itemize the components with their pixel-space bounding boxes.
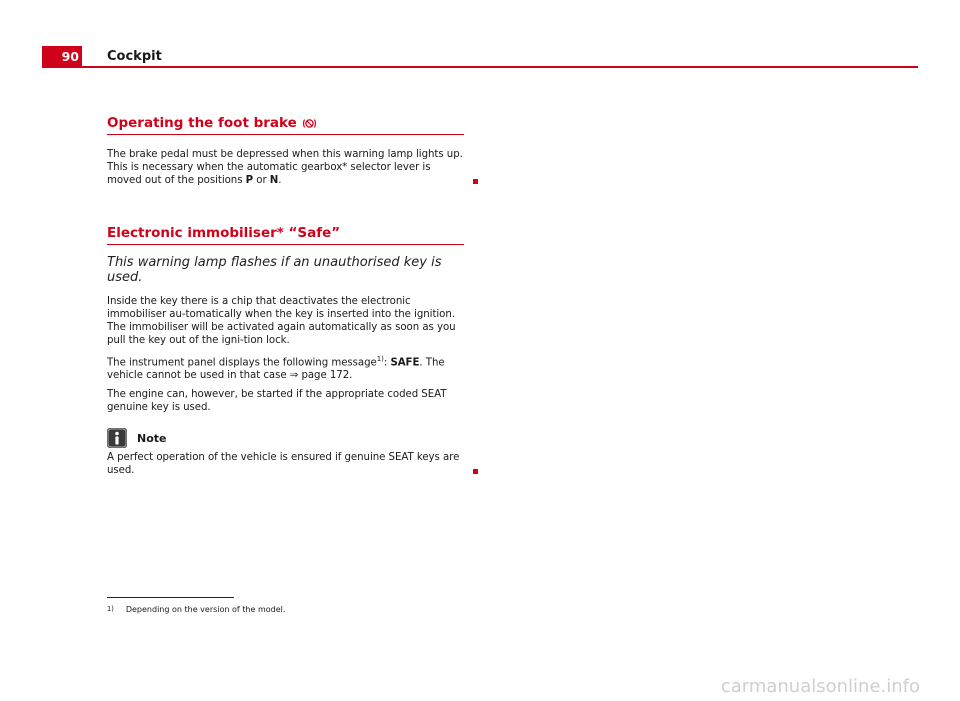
footnote [107,605,285,614]
footnote-marker: 1) [107,605,114,613]
footnote-rule [107,597,234,598]
watermark: carmanualsonline.info [720,676,920,697]
header-rule [42,66,918,68]
foot-brake-body: The brake pedal must be depressed when this warning lamp lights up. This is necessary when the automatic gearbox* selector lever is moved out of the positions P or N. [107,148,464,187]
section-title-foot-brake [107,115,464,135]
section-title-text: Electronic immobiliser* “Safe” [107,225,341,241]
immobiliser-para3: The engine can, however, be started if the appropriate coded SEAT genuine key is used. [107,389,447,414]
immobiliser-intro: This warning lamp flashes if an unauthorised key is used. [107,255,442,285]
section-end-mark [473,469,478,474]
chapter-title: Cockpit [107,49,162,64]
section-end-mark [473,179,478,184]
page-number: 90 [42,46,82,68]
note-heading: Note [107,428,464,448]
info-note-icon [107,428,127,448]
section-immobiliser [107,225,464,477]
section-title-text: Operating the foot brake [107,115,297,131]
footnote-text: Depending on the version of the model. [125,605,286,614]
immobiliser-para1: Inside the key there is a chip that deactivates the electronic immobiliser au-tomatically when the key is inserted into the ignition. The immobiliser will be activated again automatically as soon as you pull the key out of the igni-tion lock. [107,296,456,346]
brake-warning-icon [302,118,317,129]
section-foot-brake [107,115,464,187]
note-text: A perfect operation of the vehicle is ensured if genuine SEAT keys are used. [107,451,464,477]
immobiliser-para2: The instrument panel displays the following message$^{1)}$: SAFE. The vehicle cannot be used in that case ⇒ page 172. [107,355,445,382]
section-title-immobiliser [107,225,464,245]
